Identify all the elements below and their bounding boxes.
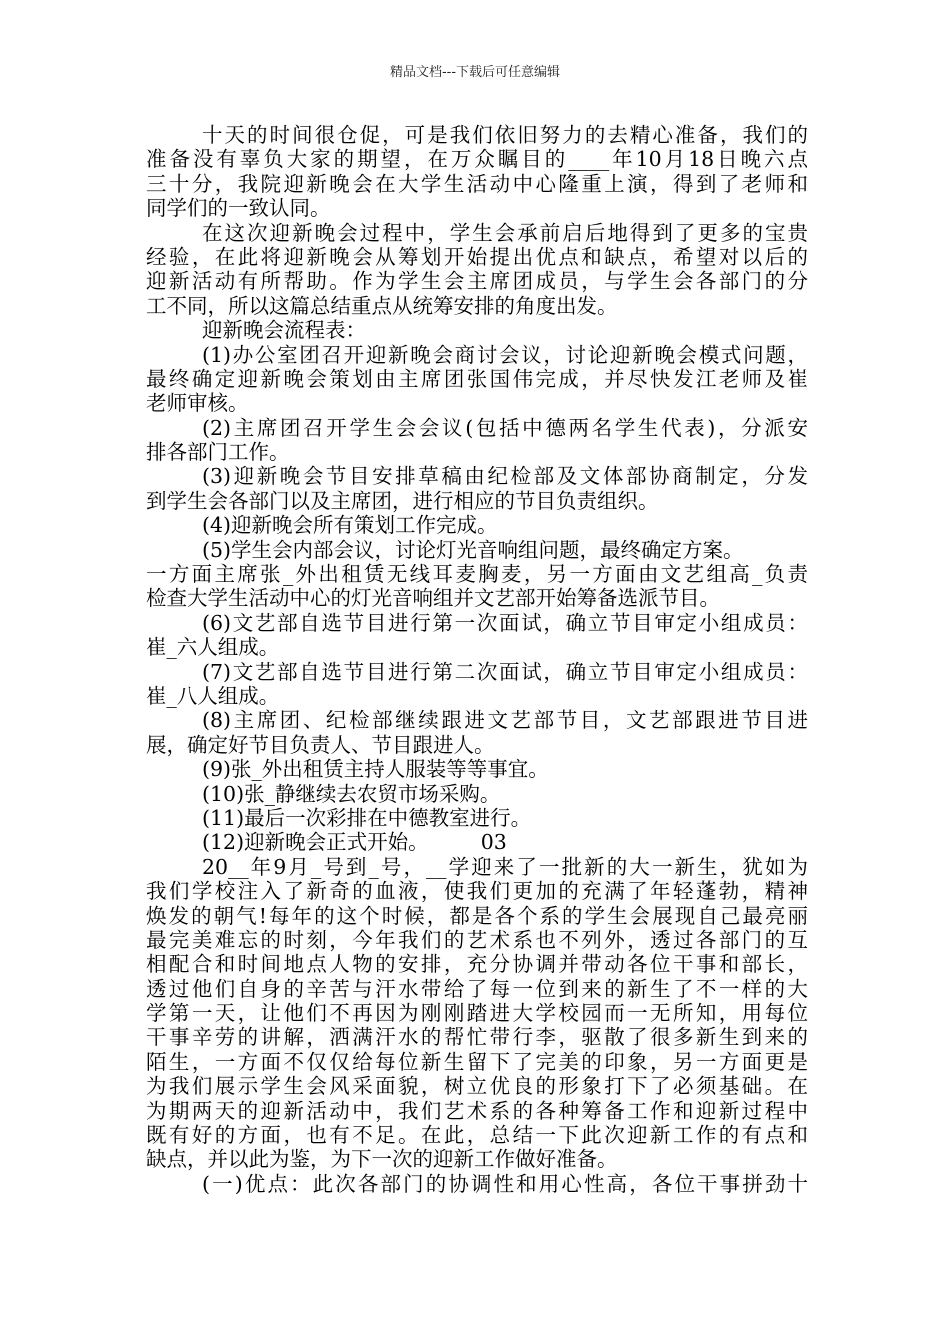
text-line: 排各部门工作。 [146, 440, 290, 465]
text-line: 三十分，我院迎新晚会在大学生活动中心隆重上演，得到了老师和 [146, 171, 808, 196]
text-line: 经验，在此将迎新晚会从筹划开始提出优点和缺点，希望对以后的 [146, 244, 808, 269]
text-line: 最终确定迎新晚会策划由主席团张国伟完成，并尽快发江老师及崔 [146, 366, 808, 391]
text-line: (10)张_静继续去农贸市场采购。 [202, 781, 501, 806]
text-line: 为我们展示学生会风采面貌，树立优良的形象打下了必须基础。在 [146, 1074, 808, 1099]
text-line: 一方面主席张_外出租赁无线耳麦胸麦，另一方面由文艺组高_负责 [146, 562, 808, 587]
text-line: 检查大学生活动中心的灯光音响组并文艺部开始筹备选派节目。 [146, 586, 720, 611]
text-line: 在这次迎新晚会过程中，学生会承前启后地得到了更多的宝贵 [202, 220, 808, 245]
text-line: 20__年9月_号到_号，__学迎来了一批新的大一新生，犹如为 [202, 854, 808, 879]
document-body [146, 123, 808, 1196]
text-line: (4)迎新晚会所有策划工作完成。 [202, 513, 498, 538]
text-line: (7)文艺部自选节目进行第二次面试，确立节目审定小组成员： [202, 659, 808, 684]
text-line: 老师审核。 [146, 391, 249, 416]
text-line: (12)迎新晚会正式开始。 03 [202, 830, 507, 855]
text-line: 崔_六人组成。 [146, 635, 280, 660]
text-line: 焕发的朝气!每年的这个时候，都是各个系的学生会展现自己最亮丽 [146, 903, 808, 928]
text-line: 干事辛劳的讲解，洒满汗水的帮忙带行李，驱散了很多新生到来的 [146, 1025, 808, 1050]
text-line: 学第一天，让他们不再因为刚刚踏进大学校园而一无所知，用每位 [146, 1001, 808, 1026]
text-line: 崔_八人组成。 [146, 683, 280, 708]
text-line: (11)最后一次彩排在中德教室进行。 [202, 805, 532, 830]
text-line: 十天的时间很仓促，可是我们依旧努力的去精心准备，我们的 [202, 123, 808, 147]
page-header: 精品文档---下载后可任意编辑 [389, 65, 561, 80]
text-line: 透过他们自身的辛苦与汗水带给了每一位到来的新生了不一样的大 [146, 976, 808, 1001]
text-line: (8)主席团、纪检部继续跟进文艺部节目，文艺部跟进节目进 [202, 708, 808, 733]
text-line: 准备没有辜负大家的期望，在万众瞩目的____年10月18日晚六点 [146, 147, 808, 172]
text-line: 为期两天的迎新活动中，我们艺术系的各种筹备工作和迎新过程中 [146, 1098, 808, 1123]
text-line: 最完美难忘的时刻，今年我们的艺术系也不列外，透过各部门的互 [146, 927, 808, 952]
text-line: 展，确定好节目负责人、节目跟进人。 [146, 732, 495, 757]
text-line: 到学生会各部门以及主席团，进行相应的节目负责组织。 [146, 488, 659, 513]
text-line: 我们学校注入了新奇的血液，使我们更加的充满了年轻蓬勃，精神 [146, 879, 808, 904]
text-line: (9)张_外出租赁主持人服装等等事宜。 [202, 757, 549, 782]
text-line: 相配合和时间地点人物的安排，充分协调并带动各位干事和部长， [146, 952, 808, 977]
text-line: 缺点，并以此为鉴，为下一次的迎新工作做好准备。 [146, 1147, 618, 1172]
text-line: 迎新活动有所帮助。作为学生会主席团成员，与学生会各部门的分 [146, 269, 808, 294]
text-line: (5)学生会内部会议，讨论灯光音响组问题，最终确定方案。 [202, 537, 744, 562]
text-line: (一)优点：此次各部门的协调性和用心性高，各位干事拼劲十 [202, 1171, 808, 1196]
text-line: (3)迎新晚会节目安排草稿由纪检部及文体部协商制定，分发 [202, 464, 808, 489]
text-line: (1)办公室团召开迎新晚会商讨会议，讨论迎新晚会模式问题， [202, 342, 808, 367]
text-line: 工不同，所以这篇总结重点从统筹安排的角度出发。 [146, 293, 618, 318]
text-line: 迎新晚会流程表： [202, 318, 366, 343]
text-line: 同学们的一致认同。 [146, 196, 331, 221]
text-line: 既有好的方面，也有不足。在此，总结一下此次迎新工作的有点和 [146, 1123, 808, 1148]
text-line: (6)文艺部自选节目进行第一次面试，确立节目审定小组成员： [202, 610, 808, 635]
text-line: (2)主席团召开学生会会议(包括中德两名学生代表)，分派安 [202, 415, 808, 440]
text-line: 陌生，一方面不仅仅给每位新生留下了完美的印象，另一方面更是 [146, 1049, 808, 1074]
